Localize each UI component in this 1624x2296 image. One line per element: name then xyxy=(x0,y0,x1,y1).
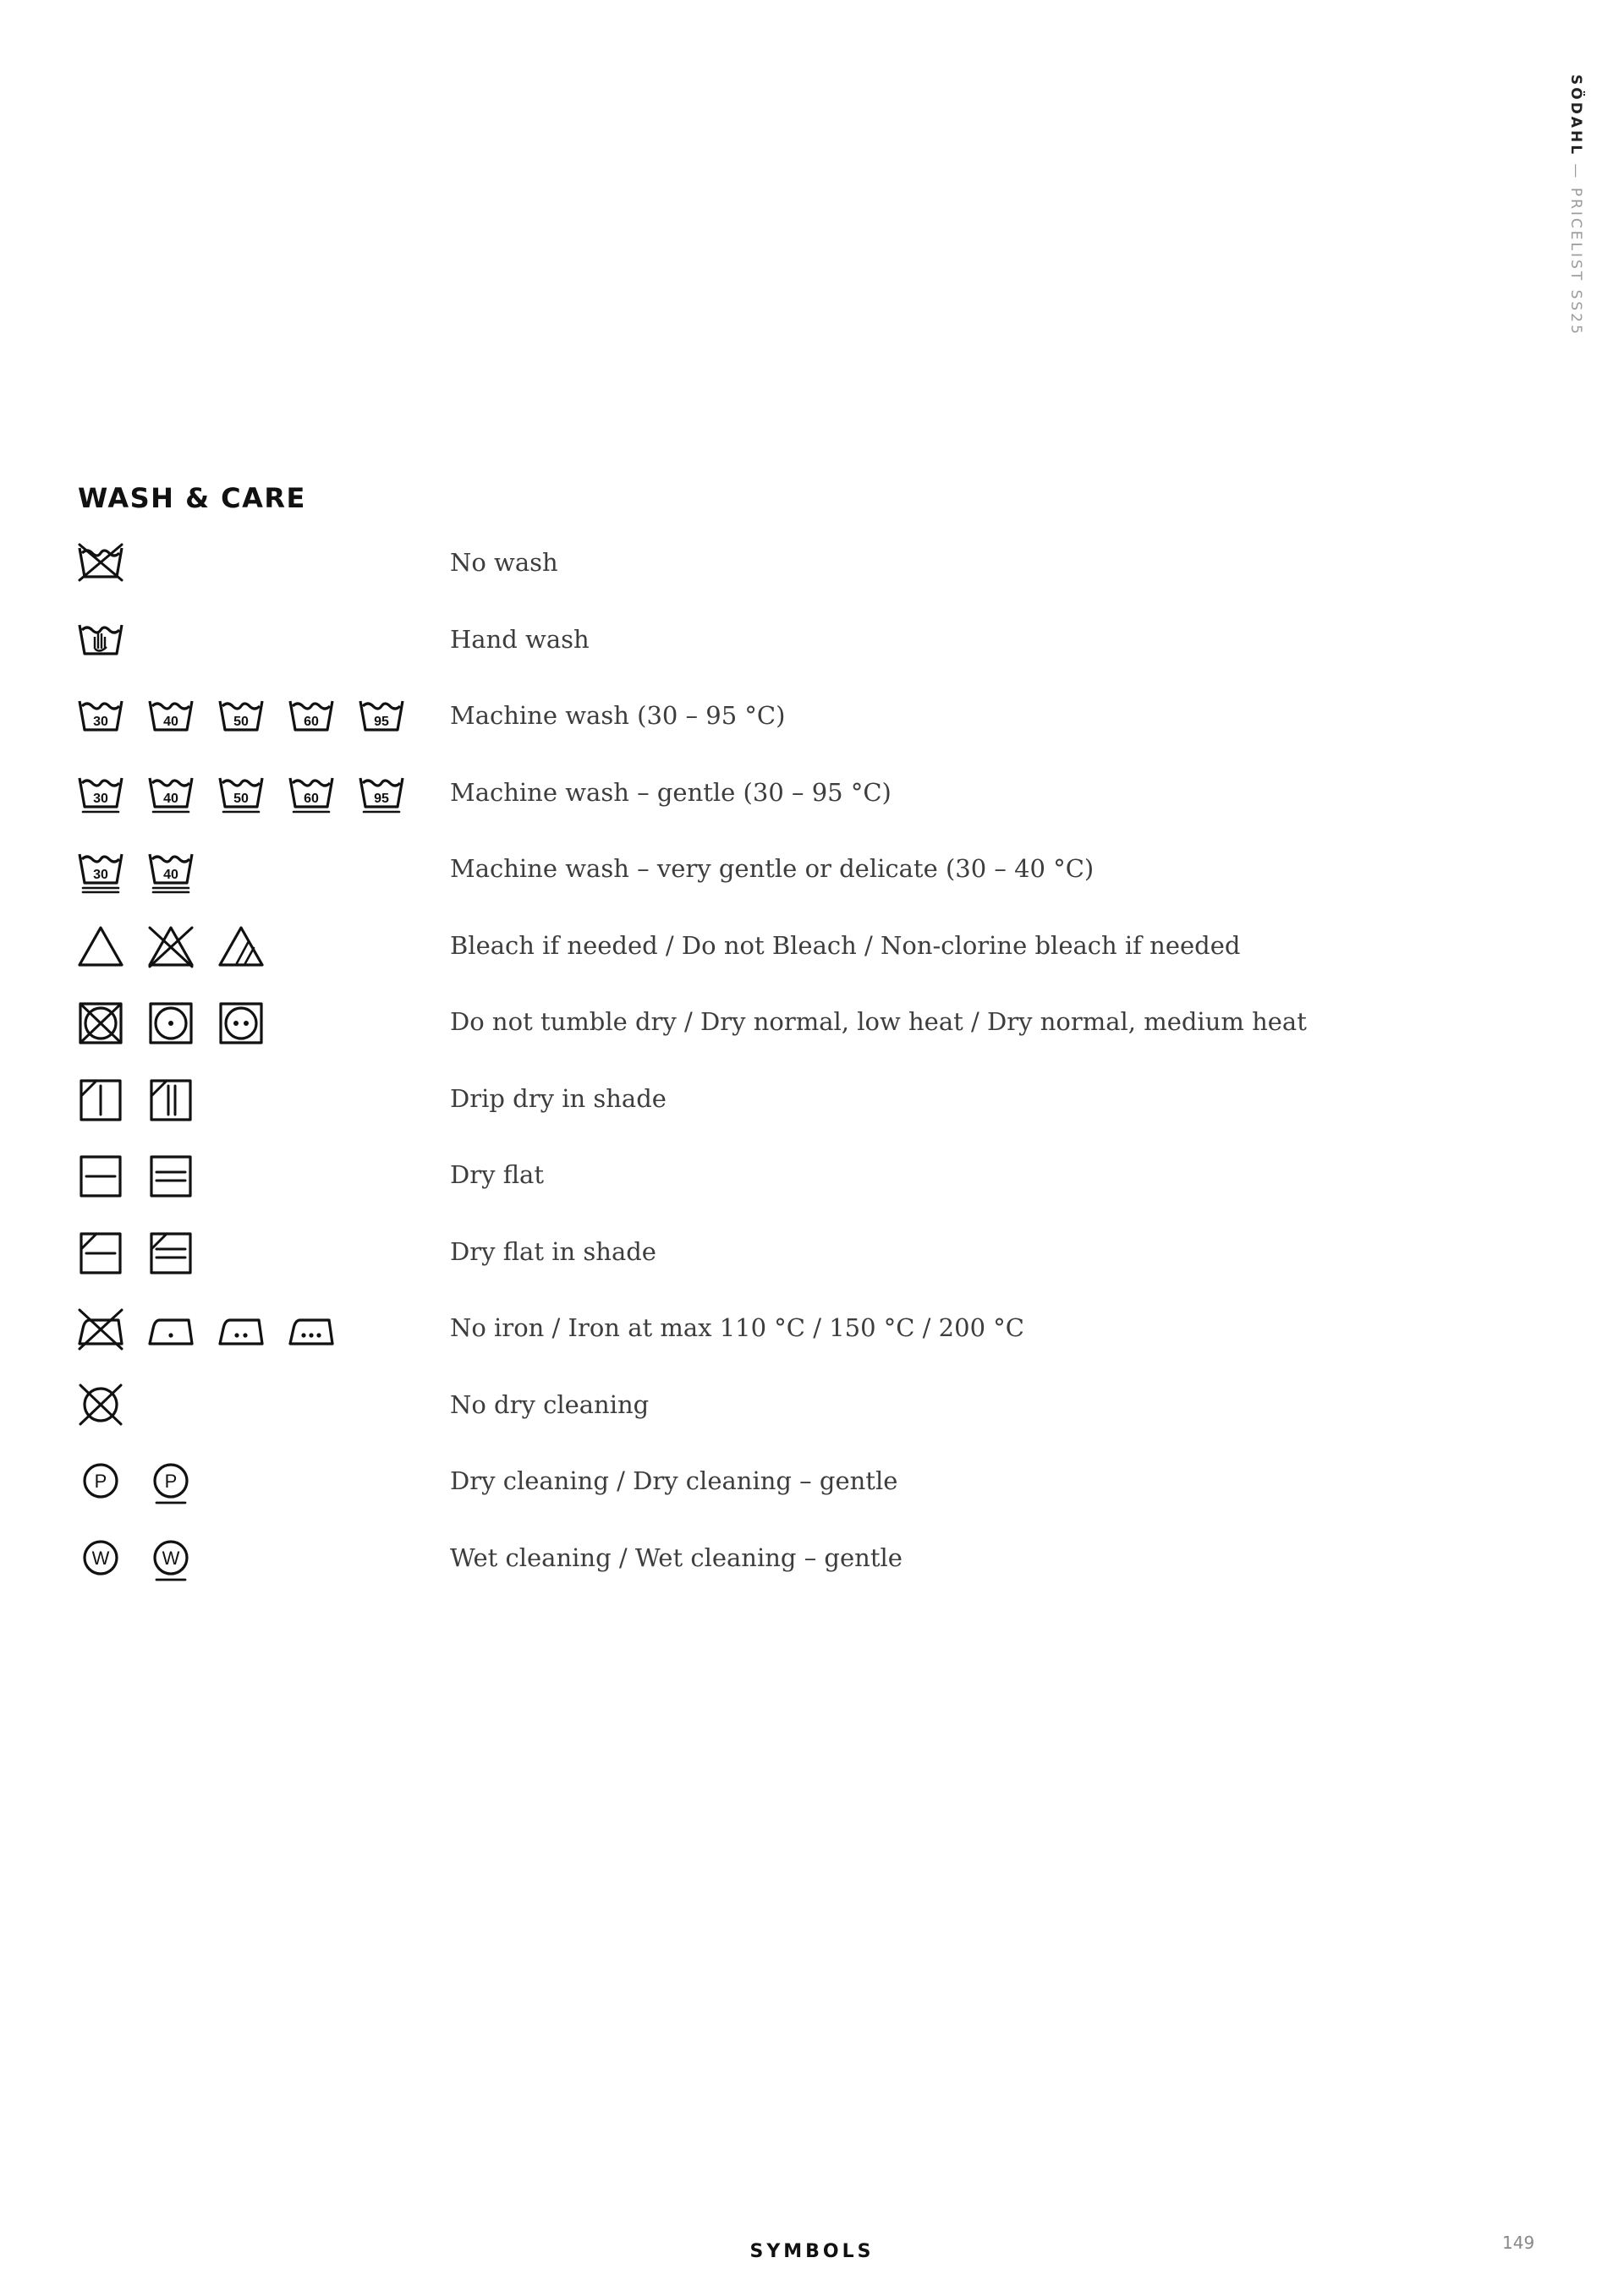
brand-name: SÖDAHL xyxy=(1567,74,1584,157)
care-row xyxy=(0,916,1624,975)
care-row xyxy=(0,1528,1624,1587)
care-row xyxy=(0,686,1624,745)
svg-text:40: 40 xyxy=(163,715,178,729)
care-row xyxy=(0,1145,1624,1204)
care-row xyxy=(0,1069,1624,1128)
svg-text:W: W xyxy=(91,1547,110,1569)
dry-flat-icon xyxy=(74,1150,127,1201)
care-description: Dry flat xyxy=(450,1160,545,1189)
no-wash-icon xyxy=(74,538,127,589)
machine-wash-40-icon xyxy=(145,691,197,742)
svg-text:50: 50 xyxy=(233,715,249,729)
care-row xyxy=(0,839,1624,898)
header-subtitle: — PRICELIST SS25 xyxy=(1567,156,1584,337)
svg-text:30: 30 xyxy=(93,791,108,806)
care-description: No dry cleaning xyxy=(450,1389,650,1419)
care-row xyxy=(0,992,1624,1051)
care-description: Machine wash – very gentle or delicate (30 – 40 °C) xyxy=(450,854,1095,883)
care-description: Dry flat in shade xyxy=(450,1236,656,1266)
care-description: Drip dry in shade xyxy=(450,1083,667,1113)
svg-text:95: 95 xyxy=(374,715,389,729)
wet-cleaning-icon xyxy=(74,1533,127,1584)
care-description: Bleach if needed / Do not Bleach / Non-clorine bleach if needed xyxy=(450,930,1241,960)
no-dry-cleaning-icon xyxy=(74,1380,127,1431)
dry-cleaning-gentle-icon xyxy=(145,1456,197,1507)
care-description: Machine wash (30 – 95 °C) xyxy=(450,701,786,730)
svg-text:60: 60 xyxy=(304,791,319,806)
hand-wash-icon xyxy=(74,615,127,666)
care-description: No iron / Iron at max 110 °C / 150 °C / 200 °C xyxy=(450,1313,1024,1342)
care-row xyxy=(0,533,1624,592)
svg-text:60: 60 xyxy=(304,715,319,729)
machine-wash-30-icon xyxy=(74,691,127,742)
dry-flat-shade-icon xyxy=(145,1227,197,1278)
svg-text:30: 30 xyxy=(93,715,108,729)
care-row xyxy=(0,1451,1624,1510)
document-header xyxy=(1567,74,1584,337)
svg-text:P: P xyxy=(164,1471,178,1492)
iron-1-dot-icon xyxy=(145,1303,197,1354)
care-row xyxy=(0,1375,1624,1434)
svg-text:40: 40 xyxy=(163,868,178,882)
svg-text:W: W xyxy=(162,1547,180,1569)
care-description: Hand wash xyxy=(450,624,590,654)
care-row xyxy=(0,1222,1624,1281)
iron-2-dot-icon xyxy=(215,1303,267,1354)
care-row xyxy=(0,763,1624,822)
dry-cleaning-icon xyxy=(74,1456,127,1507)
svg-text:95: 95 xyxy=(374,791,389,806)
care-description: No wash xyxy=(450,548,558,577)
svg-text:50: 50 xyxy=(233,791,249,806)
drip-dry-shade-icon xyxy=(145,1074,197,1125)
svg-text:30: 30 xyxy=(93,868,108,882)
drip-dry-shade-icon xyxy=(74,1074,127,1125)
no-tumble-dry-icon xyxy=(74,997,127,1048)
care-row xyxy=(0,1298,1624,1357)
dry-flat-icon xyxy=(145,1150,197,1201)
tumble-dry-low-icon xyxy=(145,997,197,1048)
care-row xyxy=(0,610,1624,669)
machine-wash-30-icon xyxy=(74,844,127,895)
svg-text:40: 40 xyxy=(163,791,178,806)
page-number: 149 xyxy=(1502,2233,1535,2253)
care-description: Machine wash – gentle (30 – 95 °C) xyxy=(450,777,892,807)
bleach-icon xyxy=(74,921,127,972)
machine-wash-40-icon xyxy=(145,844,197,895)
machine-wash-60-icon xyxy=(285,691,337,742)
footer-title: SYMBOLS xyxy=(749,2241,875,2262)
machine-wash-50-icon xyxy=(215,691,267,742)
iron-3-dot-icon xyxy=(285,1303,337,1354)
dry-flat-shade-icon xyxy=(74,1227,127,1278)
machine-wash-95-icon xyxy=(355,691,408,742)
machine-wash-40-icon xyxy=(145,768,197,819)
tumble-dry-medium-icon xyxy=(215,997,267,1048)
no-iron-icon xyxy=(74,1303,127,1354)
machine-wash-95-icon xyxy=(355,768,408,819)
care-description: Wet cleaning / Wet cleaning – gentle xyxy=(450,1543,903,1572)
care-description: Dry cleaning / Dry cleaning – gentle xyxy=(450,1466,898,1495)
section-title: WASH & CARE xyxy=(78,482,306,514)
machine-wash-60-icon xyxy=(285,768,337,819)
svg-text:P: P xyxy=(94,1471,107,1492)
no-bleach-icon xyxy=(145,921,197,972)
machine-wash-30-icon xyxy=(74,768,127,819)
care-description: Do not tumble dry / Dry normal, low heat / Dry normal, medium heat xyxy=(450,1007,1307,1036)
non-chlorine-bleach-icon xyxy=(215,921,267,972)
wet-cleaning-gentle-icon xyxy=(145,1533,197,1584)
machine-wash-50-icon xyxy=(215,768,267,819)
